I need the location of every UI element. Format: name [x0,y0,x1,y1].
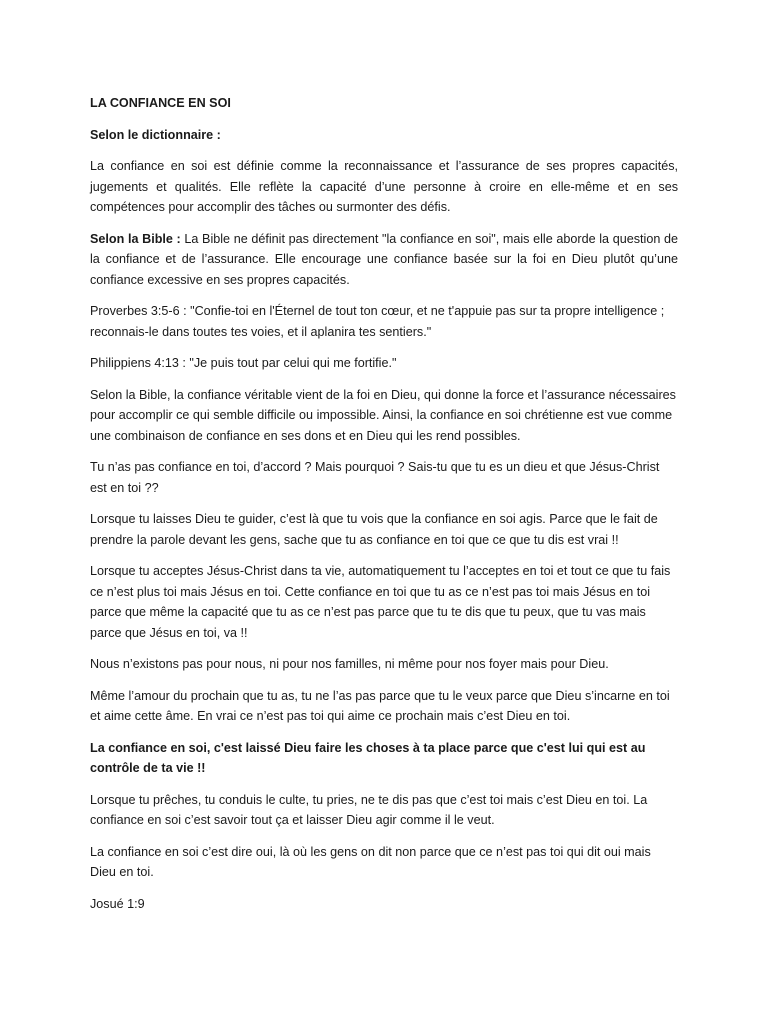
document-body [90,93,678,925]
verse-proverbes: Proverbes 3:5-6 : "Confie-toi en l'Éternel de tout ton cœur, et ne t'appuie pas sur ta propre intelligence ; reconnais-le dans toutes tes voies, et il aplanira tes sentiers." [90,304,665,339]
paragraph: Tu n’as pas confiance en toi, d’accord ? Mais pourquoi ? Sais-tu que tu es un dieu et que Jésus-Christ est en toi ?? [90,460,660,495]
document-title: LA CONFIANCE EN SOI [90,96,231,110]
bible-label: Selon la Bible : [90,231,181,246]
paragraph: Lorsque tu acceptes Jésus-Christ dans ta vie, automatiquement tu l’acceptes en toi et tout ce que tu fais ce n’est plus toi mais Jésus en toi. Cette confiance en toi que tu as ce n’est pas toi mais Jésus en toi parce que même la capacité que tu as ce n’est pas parce que tu te dis que tu peux, que tu vas mais parce que Jésus en toi, va !! [90,564,671,640]
bold-statement: La confiance en soi, c'est laissé Dieu faire les choses à ta place parce que c'est lui qui est au contrôle de ta vie !! [90,740,646,775]
paragraph: La confiance en soi c’est dire oui, là où les gens on dit non parce que ce n’est pas toi qui dit oui mais Dieu en toi. [90,844,651,879]
verse-philippiens: Philippiens 4:13 : "Je puis tout par celui qui me fortifie." [90,356,397,370]
paragraph: Nous n’existons pas pour nous, ni pour nos familles, ni même pour nos foyer mais pour Dieu. [90,657,609,671]
paragraph: Lorsque tu laisses Dieu te guider, c’est là que tu vois que la confiance en soi agis. Parce que le fait de prendre la parole devant les gens, sache que tu as confiance en toi que ce que tu dis est vrai !! [90,512,658,547]
bible-paragraph [90,229,678,291]
dictionary-definition: La confiance en soi est définie comme la reconnaissance et l’assurance de ses propres capacités, jugements et qualités. Elle reflète la capacité d’une personne à croire en elle-même et en ses compétences pour accomplir des tâches ou surmonter des défis. [90,159,678,214]
scripture-reference: Josué 1:9 [90,896,145,911]
bible-text: La Bible ne définit pas directement "la confiance en soi", mais elle aborde la question de la confiance et de l’assurance. Elle encourage une confiance basée sur la foi en Dieu plutôt qu’une confiance excessive en ses propres capacités. [90,231,678,287]
paragraph: Selon la Bible, la confiance véritable vient de la foi en Dieu, qui donne la force et l’assurance nécessaires pour accomplir ce qui semble difficile ou impossible. Ainsi, la confiance en soi chrétienne est vue comme une combinaison de confiance en ses dons et en Dieu qui les rend possibles. [90,387,676,443]
dictionary-heading: Selon le dictionnaire : [90,127,221,142]
paragraph: Même l’amour du prochain que tu as, tu ne l’as pas parce que tu le veux parce que Dieu s’incarne en toi et aime cette âme. En vrai ce n’est pas toi qui aime ce prochain mais c’est Dieu en toi. [90,688,670,723]
paragraph: Lorsque tu prêches, tu conduis le culte, tu pries, ne te dis pas que c’est toi mais c’est Dieu en toi. La confiance en soi c’est savoir tout ça et laisser Dieu agir comme il le veut. [90,792,648,827]
